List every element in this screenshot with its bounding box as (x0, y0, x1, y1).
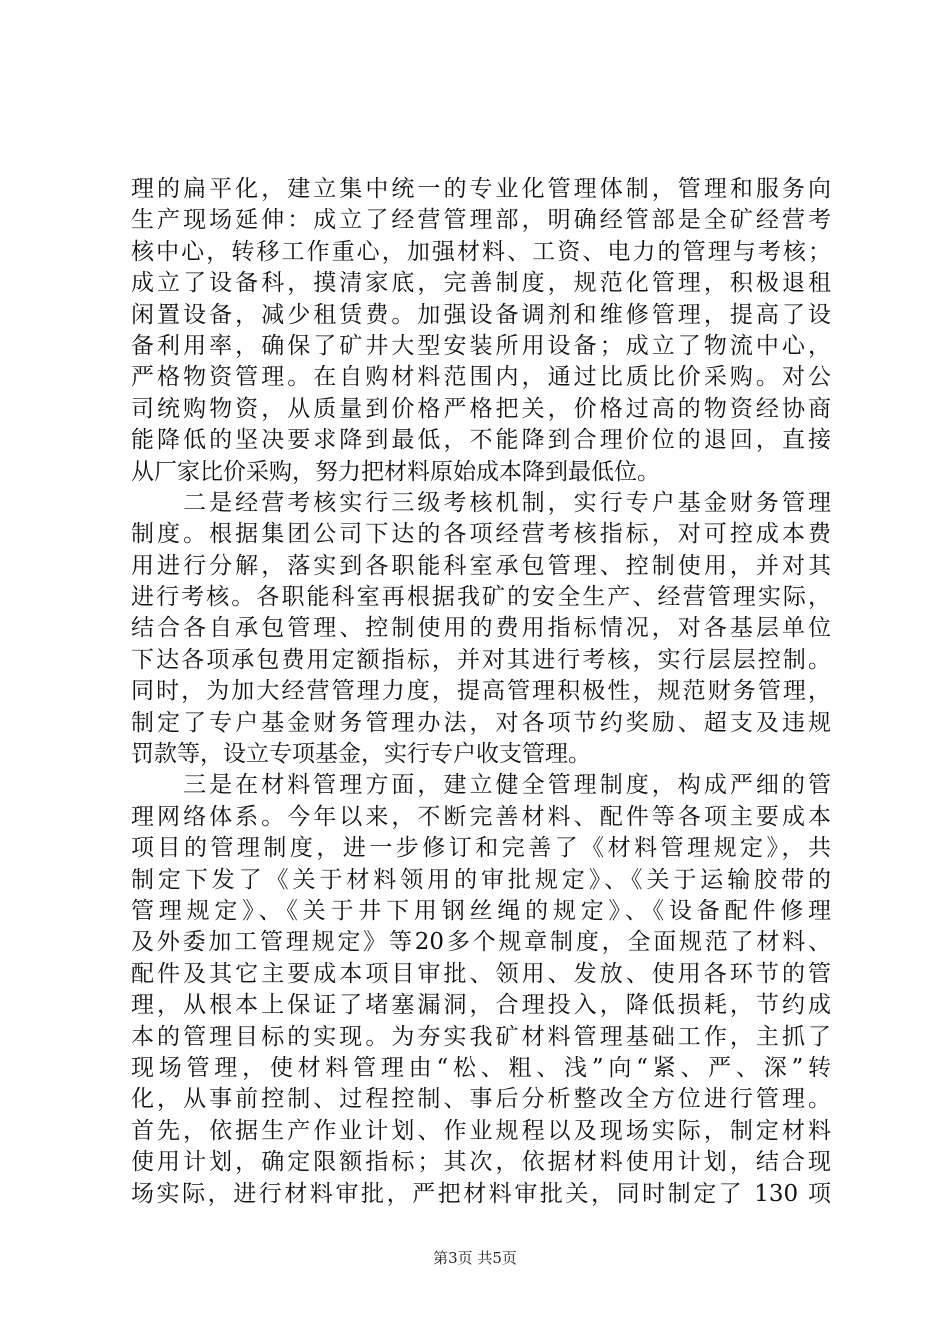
text-line: 进行考核。各职能科室再根据我矿的安全生产、经营管理实际， (131, 584, 831, 611)
text-line: 用进行分解，落实到各职能科室承包管理、控制使用，并对其 (131, 552, 831, 579)
text-line: 制度。根据集团公司下达的各项经营考核指标，对可控成本费 (131, 521, 831, 548)
text-line: 制定了专户基金财务管理办法，对各项节约奖励、超支及违规 (131, 709, 831, 736)
text-line: 成立了设备科，摸清家底，完善制度，规范化管理，积极退租 (131, 270, 831, 297)
text-line: 生产现场延伸：成立了经营管理部，明确经管部是全矿经营考 (131, 207, 831, 234)
text-line: 及外委加工管理规定》等20多个规章制度，全面规范了材料、 (131, 929, 831, 956)
text-line: 理网络体系。今年以来，不断完善材料、配件等各项主要成本 (131, 803, 831, 830)
text-line: 同时，为加大经营管理力度，提高管理积极性，规范财务管理， (131, 678, 831, 705)
text-line: 能降低的坚决要求降到最低，不能降到合理价位的退回，直接 (131, 427, 831, 454)
text-line: 理，从根本上保证了堵塞漏洞，合理投入，降低损耗，节约成 (131, 992, 831, 1019)
text-line: 二是经营考核实行三级考核机制，实行专户基金财务管理 (131, 489, 831, 516)
text-line: 三是在材料管理方面，建立健全管理制度，构成严细的管 (131, 772, 831, 799)
text-line: 核中心，转移工作重心，加强材料、工资、电力的管理与考核； (131, 238, 831, 265)
text-line: 备利用率，确保了矿井大型安装所用设备；成立了物流中心， (131, 332, 831, 359)
text-line: 司统购物资，从质量到价格严格把关，价格过高的物资经协商 (131, 395, 831, 422)
text-line: 首先，依据生产作业计划、作业规程以及现场实际，制定材料 (131, 1117, 831, 1144)
text-line: 使用计划，确定限额指标；其次，依据材料使用计划，结合现 (131, 1149, 831, 1176)
text-line: 化，从事前控制、过程控制、事后分析整改全方位进行管理。 (131, 1086, 831, 1113)
text-line: 罚款等，设立专项基金，实行专户收支管理。 (131, 741, 591, 768)
text-line: 结合各自承包管理、控制使用的费用指标情况，对各基层单位 (131, 615, 831, 642)
text-line: 项目的管理制度，进一步修订和完善了《材料管理规定》，共 (131, 835, 831, 862)
body-text (131, 174, 831, 1210)
page-footer: 第3页 共5页 (433, 1249, 517, 1267)
text-line: 配件及其它主要成本项目审批、领用、发放、使用各环节的管 (131, 960, 831, 987)
text-line: 闲置设备，减少租赁费。加强设备调剂和维修管理，提高了设 (131, 301, 831, 328)
text-line: 制定下发了《关于材料领用的审批规定》、《关于运输胶带的 (131, 866, 831, 893)
text-line: 严格物资管理。在自购材料范围内，通过比质比价采购。对公 (131, 364, 831, 391)
text-line: 现场管理，使材料管理由“松、粗、浅”向“紧、严、深”转 (131, 1054, 831, 1081)
text-line: 从厂家比价采购，努力把材料原始成本降到最低位。 (131, 458, 660, 485)
text-line: 下达各项承包费用定额指标，并对其进行考核，实行层层控制。 (131, 646, 831, 673)
text-line: 本的管理目标的实现。为夯实我矿材料管理基础工作，主抓了 (131, 1023, 831, 1050)
text-line: 理的扁平化，建立集中统一的专业化管理体制，管理和服务向 (131, 176, 831, 202)
text-line: 场实际，进行材料审批，严把材料审批关，同时制定了 130 项 (131, 1180, 831, 1207)
text-line: 管理规定》、《关于井下用钢丝绳的规定》、《设备配件修理 (131, 897, 831, 924)
